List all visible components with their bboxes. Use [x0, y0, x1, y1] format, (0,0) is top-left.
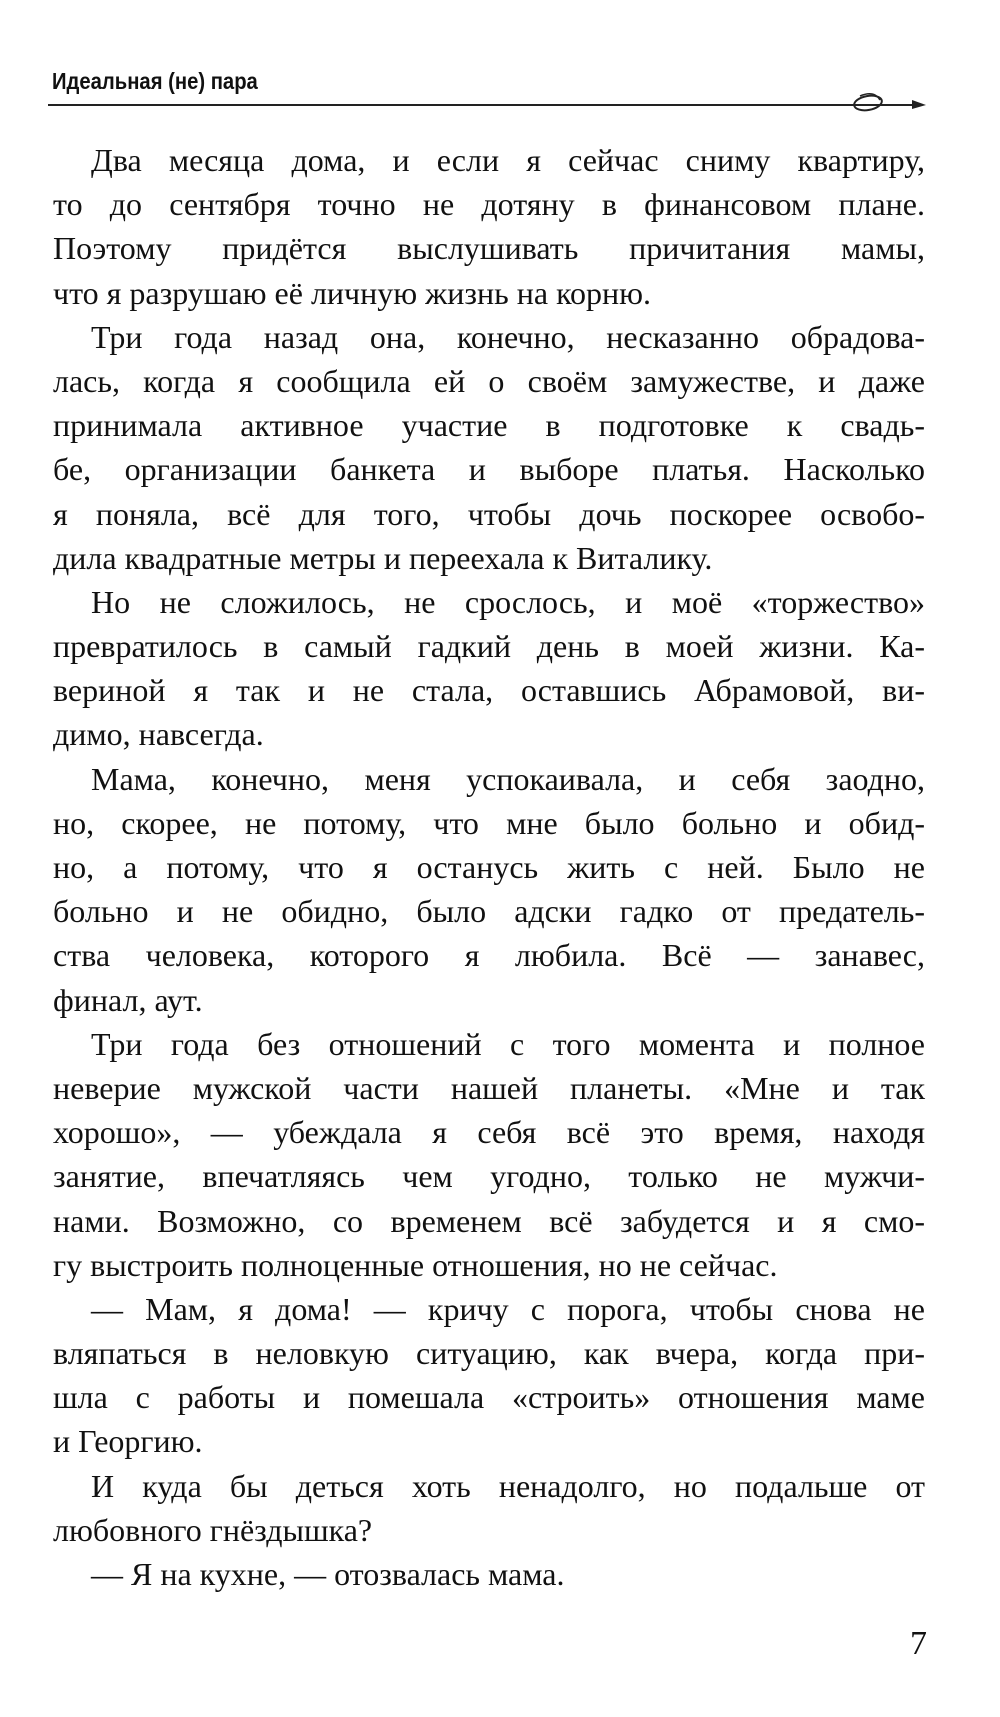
- header-rule: [48, 104, 908, 106]
- text-line: Два месяца дома, и если я сейчас сниму квартиру,: [91, 142, 925, 178]
- paragraph: [53, 1022, 925, 1287]
- text-line: лась, когда я сообщила ей о своём замужестве, и даже: [53, 362, 925, 399]
- text-line: нами. Возможно, со временем всё забудется и я смо-: [53, 1202, 925, 1239]
- text-line: гу выстроить полноценные отношения, но не сейчас.: [53, 1246, 778, 1283]
- text-line: неверие мужской части нашей планеты. «Мне и так: [53, 1069, 925, 1106]
- paragraph: [53, 1287, 925, 1464]
- text-line: любовного гнёздышка?: [53, 1511, 373, 1548]
- text-line: но, а потому, что я останусь жить с ней. Было не: [53, 849, 925, 885]
- text-line: больно и не обидно, было адски гадко от предатель-: [53, 893, 925, 930]
- text-line: дила квадратные метры и переехала к Виталику.: [53, 539, 713, 576]
- text-line: занятие, впечатляясь чем угодно, только не мужчи-: [53, 1158, 925, 1195]
- paragraph: [53, 580, 925, 757]
- text-line: то до сентября точно не дотяну в финансовом плане.: [53, 186, 925, 223]
- text-line: Поэтому придётся выслушивать причитания мамы,: [53, 230, 925, 267]
- paragraph: [53, 1552, 925, 1596]
- running-title: Идеальная (не) пара: [52, 68, 258, 94]
- page-number: 7: [910, 1625, 927, 1662]
- text-line: я поняла, всё для того, чтобы дочь поскорее освобо-: [53, 495, 925, 532]
- text-line: димо, навсегда.: [53, 716, 264, 753]
- text-line: принимала активное участие в подготовке к свадь-: [53, 407, 925, 444]
- text-line: и Георгию.: [53, 1423, 203, 1460]
- text-line: что я разрушаю её личную жизнь на корню.: [53, 274, 652, 311]
- text-line: вериной я так и не стала, оставшись Абрамовой, ви-: [53, 672, 925, 709]
- text-line: финал, аут.: [53, 981, 203, 1018]
- body-text: [53, 138, 925, 1596]
- text-line: шла с работы и помешала «строить» отношения маме: [53, 1379, 925, 1416]
- text-line: вляпаться в неловкую ситуацию, как вчера, когда при-: [53, 1335, 925, 1372]
- paragraph: [53, 315, 925, 580]
- text-line: И куда бы деться хоть ненадолго, но подальше от: [91, 1467, 925, 1504]
- text-line: превратилось в самый гадкий день в моей жизни. Ка-: [53, 628, 925, 665]
- text-line: бе, организации банкета и выборе платья. Насколько: [53, 451, 925, 488]
- paragraph: [53, 757, 925, 1022]
- text-line: Мама, конечно, меня успокаивала, и себя заодно,: [91, 760, 925, 797]
- flourish-ornament-icon: [830, 88, 930, 122]
- text-line: хорошо», — убеждала я себя всё это время, находя: [53, 1114, 925, 1151]
- text-line: — Я на кухне, — отозвалась мама.: [91, 1556, 565, 1592]
- paragraph: [53, 138, 925, 315]
- text-line: ства человека, которого я любила. Всё — занавес,: [53, 937, 925, 974]
- text-line: Но не сложилось, не срослось, и моё «торжество»: [91, 583, 925, 620]
- paragraph: [53, 1464, 925, 1552]
- text-line: но, скорее, не потому, что мне было больно и обид-: [53, 804, 925, 841]
- text-line: Три года без отношений с того момента и полное: [91, 1025, 925, 1062]
- text-line: Три года назад она, конечно, несказанно обрадова-: [91, 318, 925, 355]
- text-line: — Мам, я дома! — кричу с порога, чтобы снова не: [91, 1290, 925, 1327]
